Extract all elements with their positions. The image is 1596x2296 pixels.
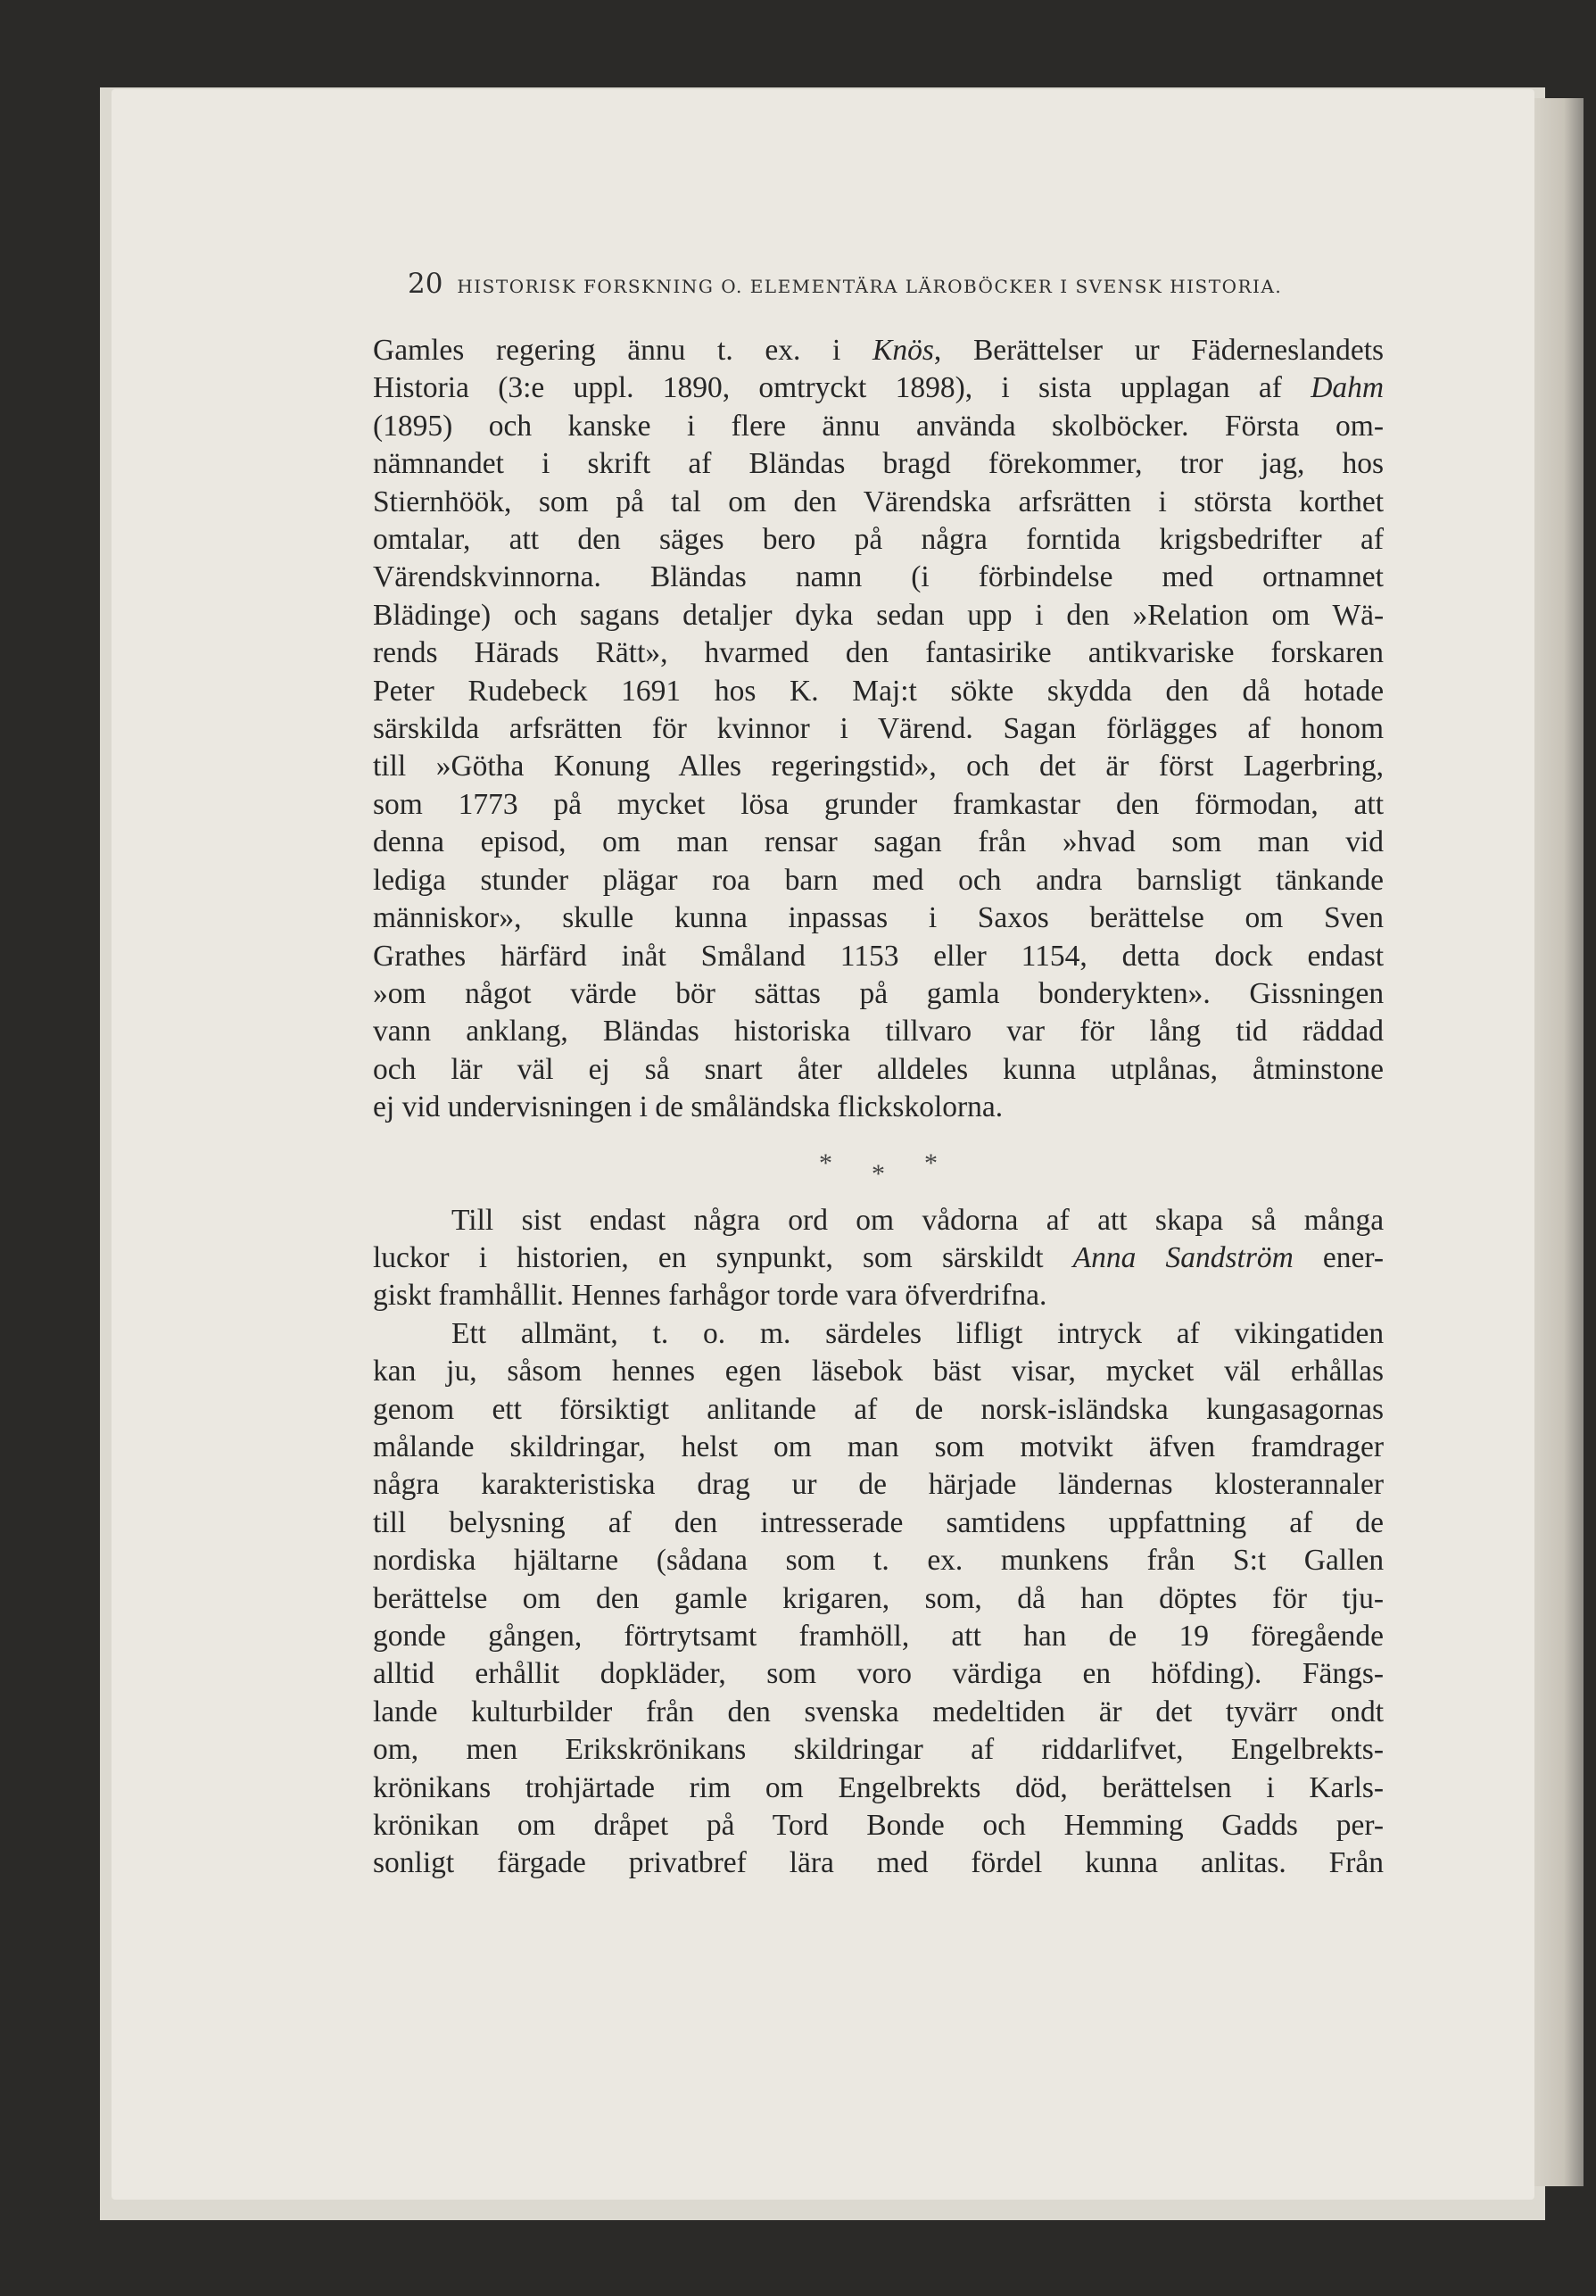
- text-line: målande skildringar, helst om man som motvikt äfven framdrager: [373, 1430, 1384, 1463]
- text-line: gonde gången, förtrytsamt framhöll, att han de 19 föregående: [373, 1620, 1384, 1653]
- text-line: vann anklang, Bländas historiska tillvaro var för lång tid räddad: [373, 1015, 1384, 1049]
- separator-asterisk: *: [924, 1148, 938, 1179]
- text-line: krönikans trohjärtade rim om Engelbrekts död, berättelsen i Karls-: [373, 1770, 1385, 1804]
- text-line: och lär väl ej så snart åter alldeles kunna utplånas, åtminstone: [373, 1052, 1384, 1086]
- separator-asterisk: *: [872, 1159, 885, 1189]
- paragraph-1: [373, 332, 1384, 1127]
- text-line: lediga stunder plägar roa barn med och andra barnsligt tänkande: [373, 863, 1385, 897]
- text-line: Till sist endast några ord om vådorna af att skapa så många: [451, 1203, 1385, 1237]
- text-line: nordiska hjältarne (sådana som t. ex. munkens från S:t Gallen: [373, 1544, 1385, 1578]
- text-line: alltid erhållit dopkläder, som voro värdiga en höfding). Fängs-: [373, 1657, 1385, 1691]
- body-text: [373, 332, 1384, 1883]
- text-line: om, men Erikskrönikans skildringar af riddarlifvet, Engelbrekts-: [373, 1733, 1384, 1767]
- text-line: till belysning af den intresserade samtidens uppfattning af de: [373, 1505, 1384, 1539]
- text-line: krönikan om dråpet på Tord Bonde och Hemming Gadds per-: [373, 1809, 1385, 1843]
- page-right-edge: [1534, 98, 1584, 2186]
- text-line: sonligt färgade privatbref lära med fördel kunna anlitas. Från: [373, 1846, 1384, 1880]
- text-line: genom ett försiktigt anlitande af de norsk-isländska kungasagornas: [373, 1392, 1385, 1426]
- separator-asterisk: *: [819, 1148, 832, 1179]
- text-line: Peter Rudebeck 1691 hos K. Maj:t sökte skydda den då hotade: [373, 674, 1385, 708]
- page-number: 20: [408, 268, 443, 300]
- text-line: berättelse om den gamle krigaren, som, då han döptes för tju-: [373, 1581, 1385, 1615]
- text-line: Blädinge) och sagans detaljer dyka sedan upp i den »Relation om Wä-: [373, 598, 1385, 632]
- text-line: som 1773 på mycket lösa grunder framkastar den förmodan, att: [373, 787, 1384, 821]
- text-line: »om något värde bör sättas på gamla bonderykten». Gissningen: [373, 976, 1385, 1010]
- text-line: ej vid undervisningen i de småländska flickskolorna.: [373, 1090, 1004, 1124]
- text-line: särskilda arfsrätten för kvinnor i Värend. Sagan förlägges af honom: [373, 712, 1385, 746]
- running-header: [408, 268, 1385, 300]
- text-line: denna episod, om man rensar sagan från »hvad som man vid: [373, 825, 1385, 859]
- text-line: Gamles regering ännu t. ex. i Knös, Berättelser ur Fäderneslandets: [373, 334, 1385, 367]
- paragraph-2: [373, 1202, 1384, 1315]
- text-line: människor», skulle kunna inpassas i Saxos berättelse om Sven: [373, 901, 1385, 935]
- text-line: omtalar, att den säges bero på några forntida krigsbedrifter af: [373, 523, 1384, 557]
- text-line: luckor i historien, en synpunkt, som särskildt Anna Sandström ener-: [373, 1240, 1385, 1274]
- paragraph-3: [373, 1315, 1384, 1883]
- text-line: till »Götha Konung Alles regeringstid», och det är först Lagerbring,: [373, 750, 1384, 783]
- text-line: Ett allmänt, t. o. m. särdeles lifligt intryck af vikingatiden: [451, 1316, 1385, 1350]
- text-line: rends Härads Rätt», hvarmed den fantasirike antikvariske forskaren: [373, 636, 1385, 670]
- text-line: Historia (3:e uppl. 1890, omtryckt 1898), i sista upplagan af Dahm: [373, 371, 1385, 405]
- text-line: Värendskvinnorna. Bländas namn (i förbindelse med ortnamnet: [373, 560, 1384, 594]
- text-line: nämnandet i skrift af Bländas bragd förekommer, tror jag, hos: [373, 447, 1385, 481]
- text-line: (1895) och kanske i flere ännu använda skolböcker. Första om-: [373, 409, 1385, 443]
- text-line: giskt framhållit. Hennes farhågor torde vara öfverdrifna.: [373, 1279, 1047, 1313]
- text-line: några karakteristiska drag ur de härjade ländernas klosterannaler: [373, 1468, 1385, 1502]
- text-line: kan ju, såsom hennes egen läsebok bäst visar, mycket väl erhållas: [373, 1355, 1384, 1388]
- section-separator: [373, 1127, 1384, 1202]
- text-line: lande kulturbilder från den svenska medeltiden är det tyvärr ondt: [373, 1695, 1385, 1728]
- text-line: Stiernhöök, som på tal om den Värendska arfsrätten i största korthet: [373, 485, 1385, 518]
- running-title: HISTORISK FORSKNING O. ELEMENTÄRA LÄROBÖCKER I SVENSK HISTORIA.: [457, 276, 1283, 297]
- text-line: Grathes härfärd inåt Småland 1153 eller 1154, detta dock endast: [373, 939, 1385, 973]
